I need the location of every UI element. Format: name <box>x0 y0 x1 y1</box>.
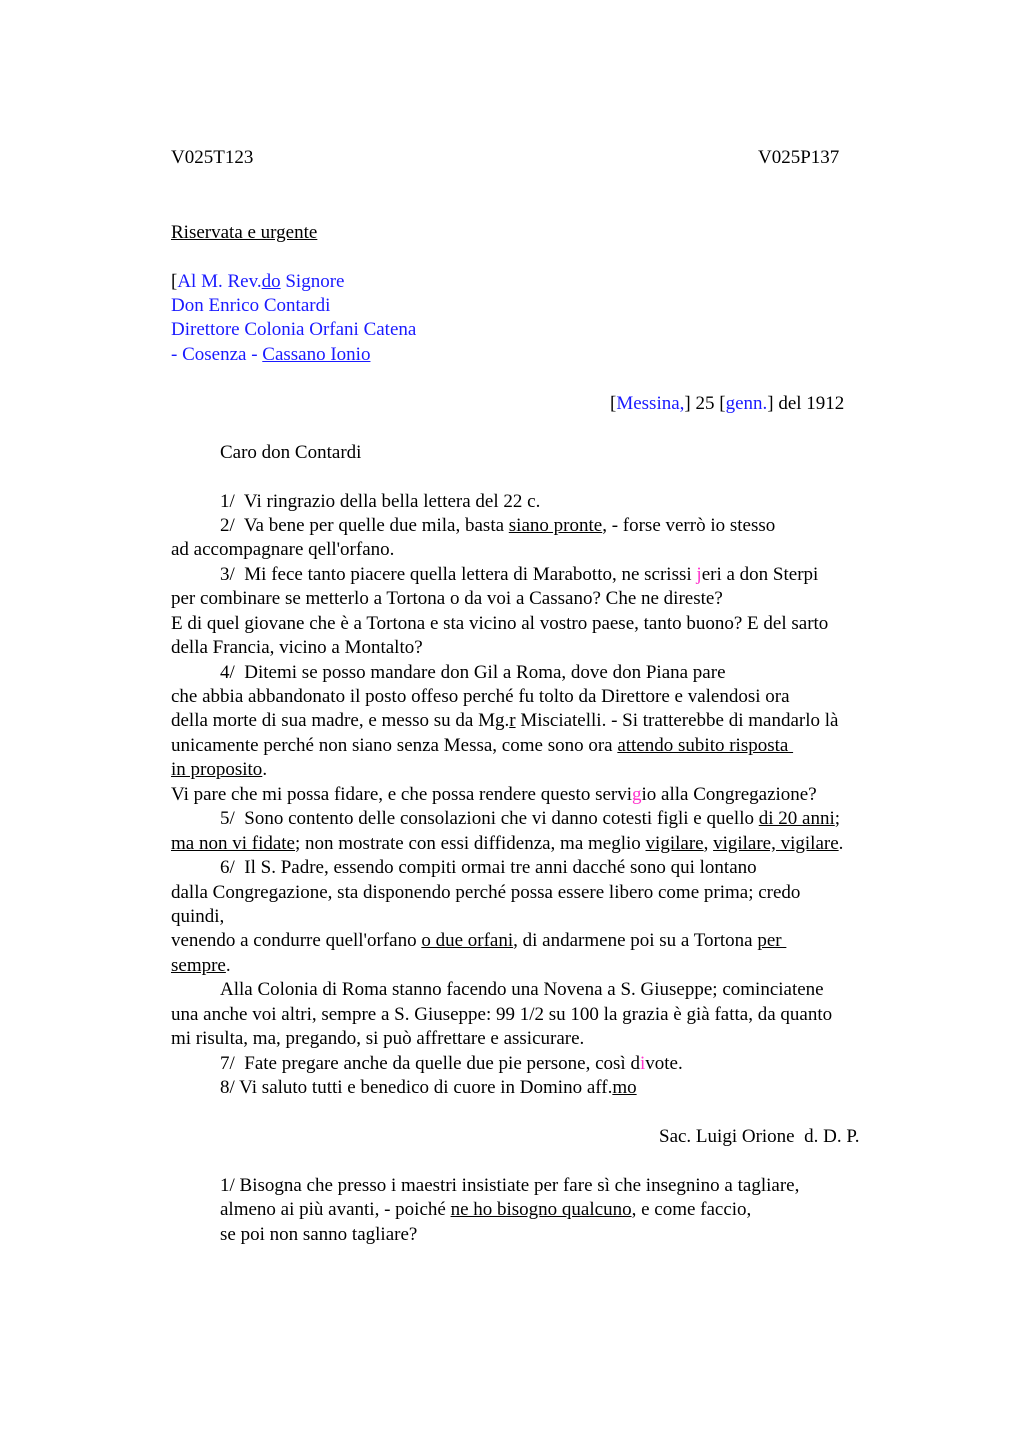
body-line: che abbia abbandonato il posto offeso perché fu tolto da Direttore e valendosi ora <box>171 686 790 707</box>
body-line: 4/ Ditemi se posso mandare don Gil a Roma, dove don Piana pare <box>220 662 726 683</box>
body-line: mi risulta, ma, pregando, si può affrettare e assicurare. <box>171 1028 585 1049</box>
body-line: della morte di sua madre, e messo su da Mg.r Misciatelli. - Si tratterebbe di mandarlo là <box>171 710 839 731</box>
salutation: Caro don Contardi <box>220 442 362 463</box>
postscript-line: se poi non sanno tagliare? <box>220 1224 418 1245</box>
body-line: della Francia, vicino a Montalto? <box>171 637 423 658</box>
body-line: E di quel giovane che è a Tortona e sta vicino al vostro paese, tanto buono? E del sarto <box>171 613 829 634</box>
body-line: 3/ Mi fece tanto piacere quella lettera di Marabotto, ne scrissi jeri a don Sterpi <box>220 564 819 585</box>
archive-code-left: V025T123 <box>171 147 254 168</box>
address-line-3: Direttore Colonia Orfani Catena <box>171 319 417 340</box>
body-line: 1/ Vi ringrazio della bella lettera del 22 c. <box>220 491 541 512</box>
body-line: per combinare se metterlo a Tortona o da voi a Cassano? Che ne direste? <box>171 588 723 609</box>
body-line: Vi pare che mi possa fidare, e che possa rendere questo servigio alla Congregazione? <box>171 784 817 805</box>
body-line: 8/ Vi saluto tutti e benedico di cuore in Domino aff.mo <box>220 1077 637 1098</box>
body-line: dalla Congregazione, sta disponendo perché possa essere libero come prima; credo <box>171 882 801 903</box>
letter-date: [Messina,] 25 [genn.] del 1912 <box>610 393 845 414</box>
body-line: unicamente perché non siano senza Messa, come sono ora attendo subito risposta <box>171 735 794 756</box>
postscript-line: almeno ai più avanti, - poiché ne ho bisogno qualcuno, e come faccio, <box>220 1199 752 1220</box>
body-line: ad accompagnare qell'orfano. <box>171 539 395 560</box>
signature: Sac. Luigi Orione d. D. P. <box>659 1126 860 1147</box>
body-line: venendo a condurre quell'orfano o due orfani, di andarmene poi su a Tortona per <box>171 930 787 951</box>
reserved-note: Riservata e urgente <box>171 222 318 243</box>
address-line-1: [Al M. Rev.do Signore <box>171 271 345 292</box>
body-line: una anche voi altri, sempre a S. Giuseppe: 99 1/2 su 100 la grazia è già fatta, da quanto <box>171 1004 833 1025</box>
body-line: quindi, <box>171 906 225 927</box>
address-line-2: Don Enrico Contardi <box>171 295 331 316</box>
body-line: 2/ Va bene per quelle due mila, basta siano pronte, - forse verrò io stesso <box>220 515 776 536</box>
archive-code-right: V025P137 <box>758 147 840 168</box>
postscript-line: 1/ Bisogna che presso i maestri insistiate per fare sì che insegnino a tagliare, <box>220 1175 800 1196</box>
body-line: 5/ Sono contento delle consolazioni che vi danno cotesti figli e quello di 20 anni; <box>220 808 841 829</box>
body-line: in proposito. <box>171 759 268 780</box>
body-line: sempre. <box>171 955 231 976</box>
body-line: 7/ Fate pregare anche da quelle due pie persone, così divote. <box>220 1053 683 1074</box>
body-line: 6/ Il S. Padre, essendo compiti ormai tre anni dacché sono qui lontano <box>220 857 757 878</box>
body-line: Alla Colonia di Roma stanno facendo una Novena a S. Giuseppe; cominciatene <box>220 979 824 1000</box>
address-line-4: - Cosenza - Cassano Ionio <box>171 344 371 365</box>
body-line: ma non vi fidate; non mostrate con essi diffidenza, ma meglio vigilare, vigilare, vigilare. <box>171 833 844 854</box>
